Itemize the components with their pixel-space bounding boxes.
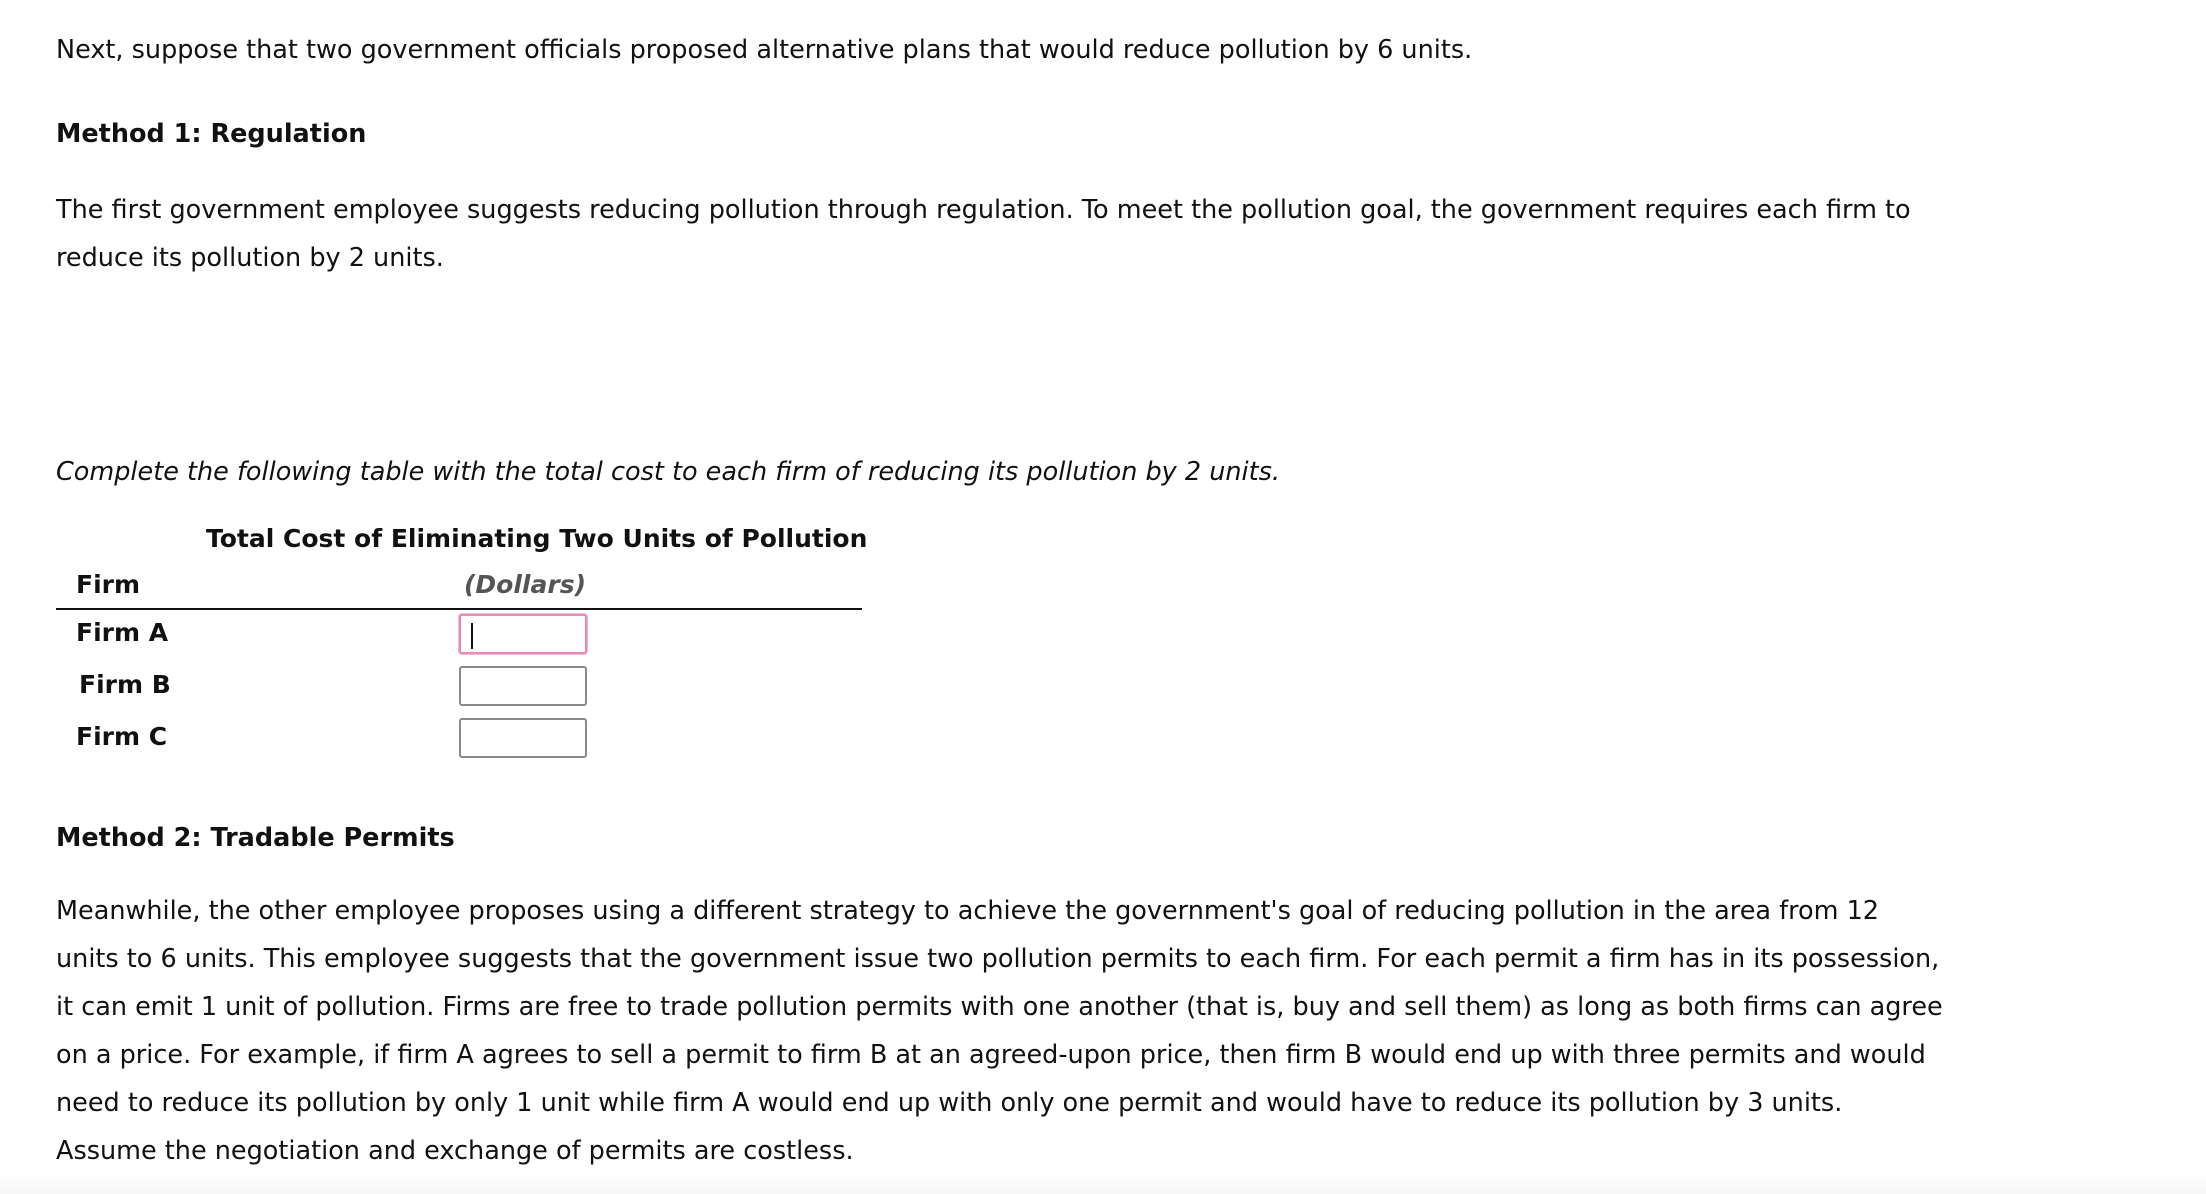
- table-row-firm-c: [56, 718, 862, 762]
- firm-column-header: Firm: [76, 570, 141, 599]
- table-row-firm-a: [56, 614, 862, 658]
- method-2-description: Meanwhile, the other employee proposes using a different strategy to achieve the government's goal of reducing pollution in the area from 12 units to 6 units. This employee suggests that the government issue two pollution permits to each firm. For each permit a firm has in its possession, it can emit 1 unit of pollution. Firms are free to trade pollution permits with one another (that is, buy and sell them) as long as both firms can agree on a price. For example, if firm A agrees to sell a permit to firm B at an agreed-upon price, then firm B would end up with three permits and would need to reduce its pollution by only 1 unit while firm A would end up with only one permit and would have to reduce its pollution by 3 units. Assume the negotiation and exchange of permits are costless.: [56, 896, 1943, 1166]
- method-1-heading: Method 1: Regulation: [56, 119, 367, 149]
- cost-table-title: Total Cost of Eliminating Two Units of Pollution: [206, 524, 868, 553]
- firm-c-label: Firm C: [76, 722, 168, 751]
- method-2-heading: Method 2: Tradable Permits: [56, 823, 455, 853]
- firm-b-label: Firm B: [79, 670, 171, 699]
- intro-text: Next, suppose that two government officials proposed alternative plans that would reduce pollution by 6 units.: [56, 35, 1473, 65]
- firm-c-cost-input[interactable]: [459, 718, 587, 758]
- table-divider: [56, 608, 862, 610]
- firm-a-label: Firm A: [76, 618, 169, 647]
- firm-a-cost-input[interactable]: [459, 614, 587, 654]
- firm-b-cost-input[interactable]: [459, 666, 587, 706]
- table-row-firm-b: [56, 666, 862, 710]
- table-instruction: Complete the following table with the total cost to each firm of reducing its pollution by 2 units.: [56, 457, 1280, 487]
- method-1-description: The first government employee suggests reducing pollution through regulation. To meet the pollution goal, the government requires each firm to reduce its pollution by 2 units.: [56, 195, 1911, 273]
- dollars-column-header: (Dollars): [464, 570, 586, 599]
- page-bottom-shade: [0, 1170, 2206, 1194]
